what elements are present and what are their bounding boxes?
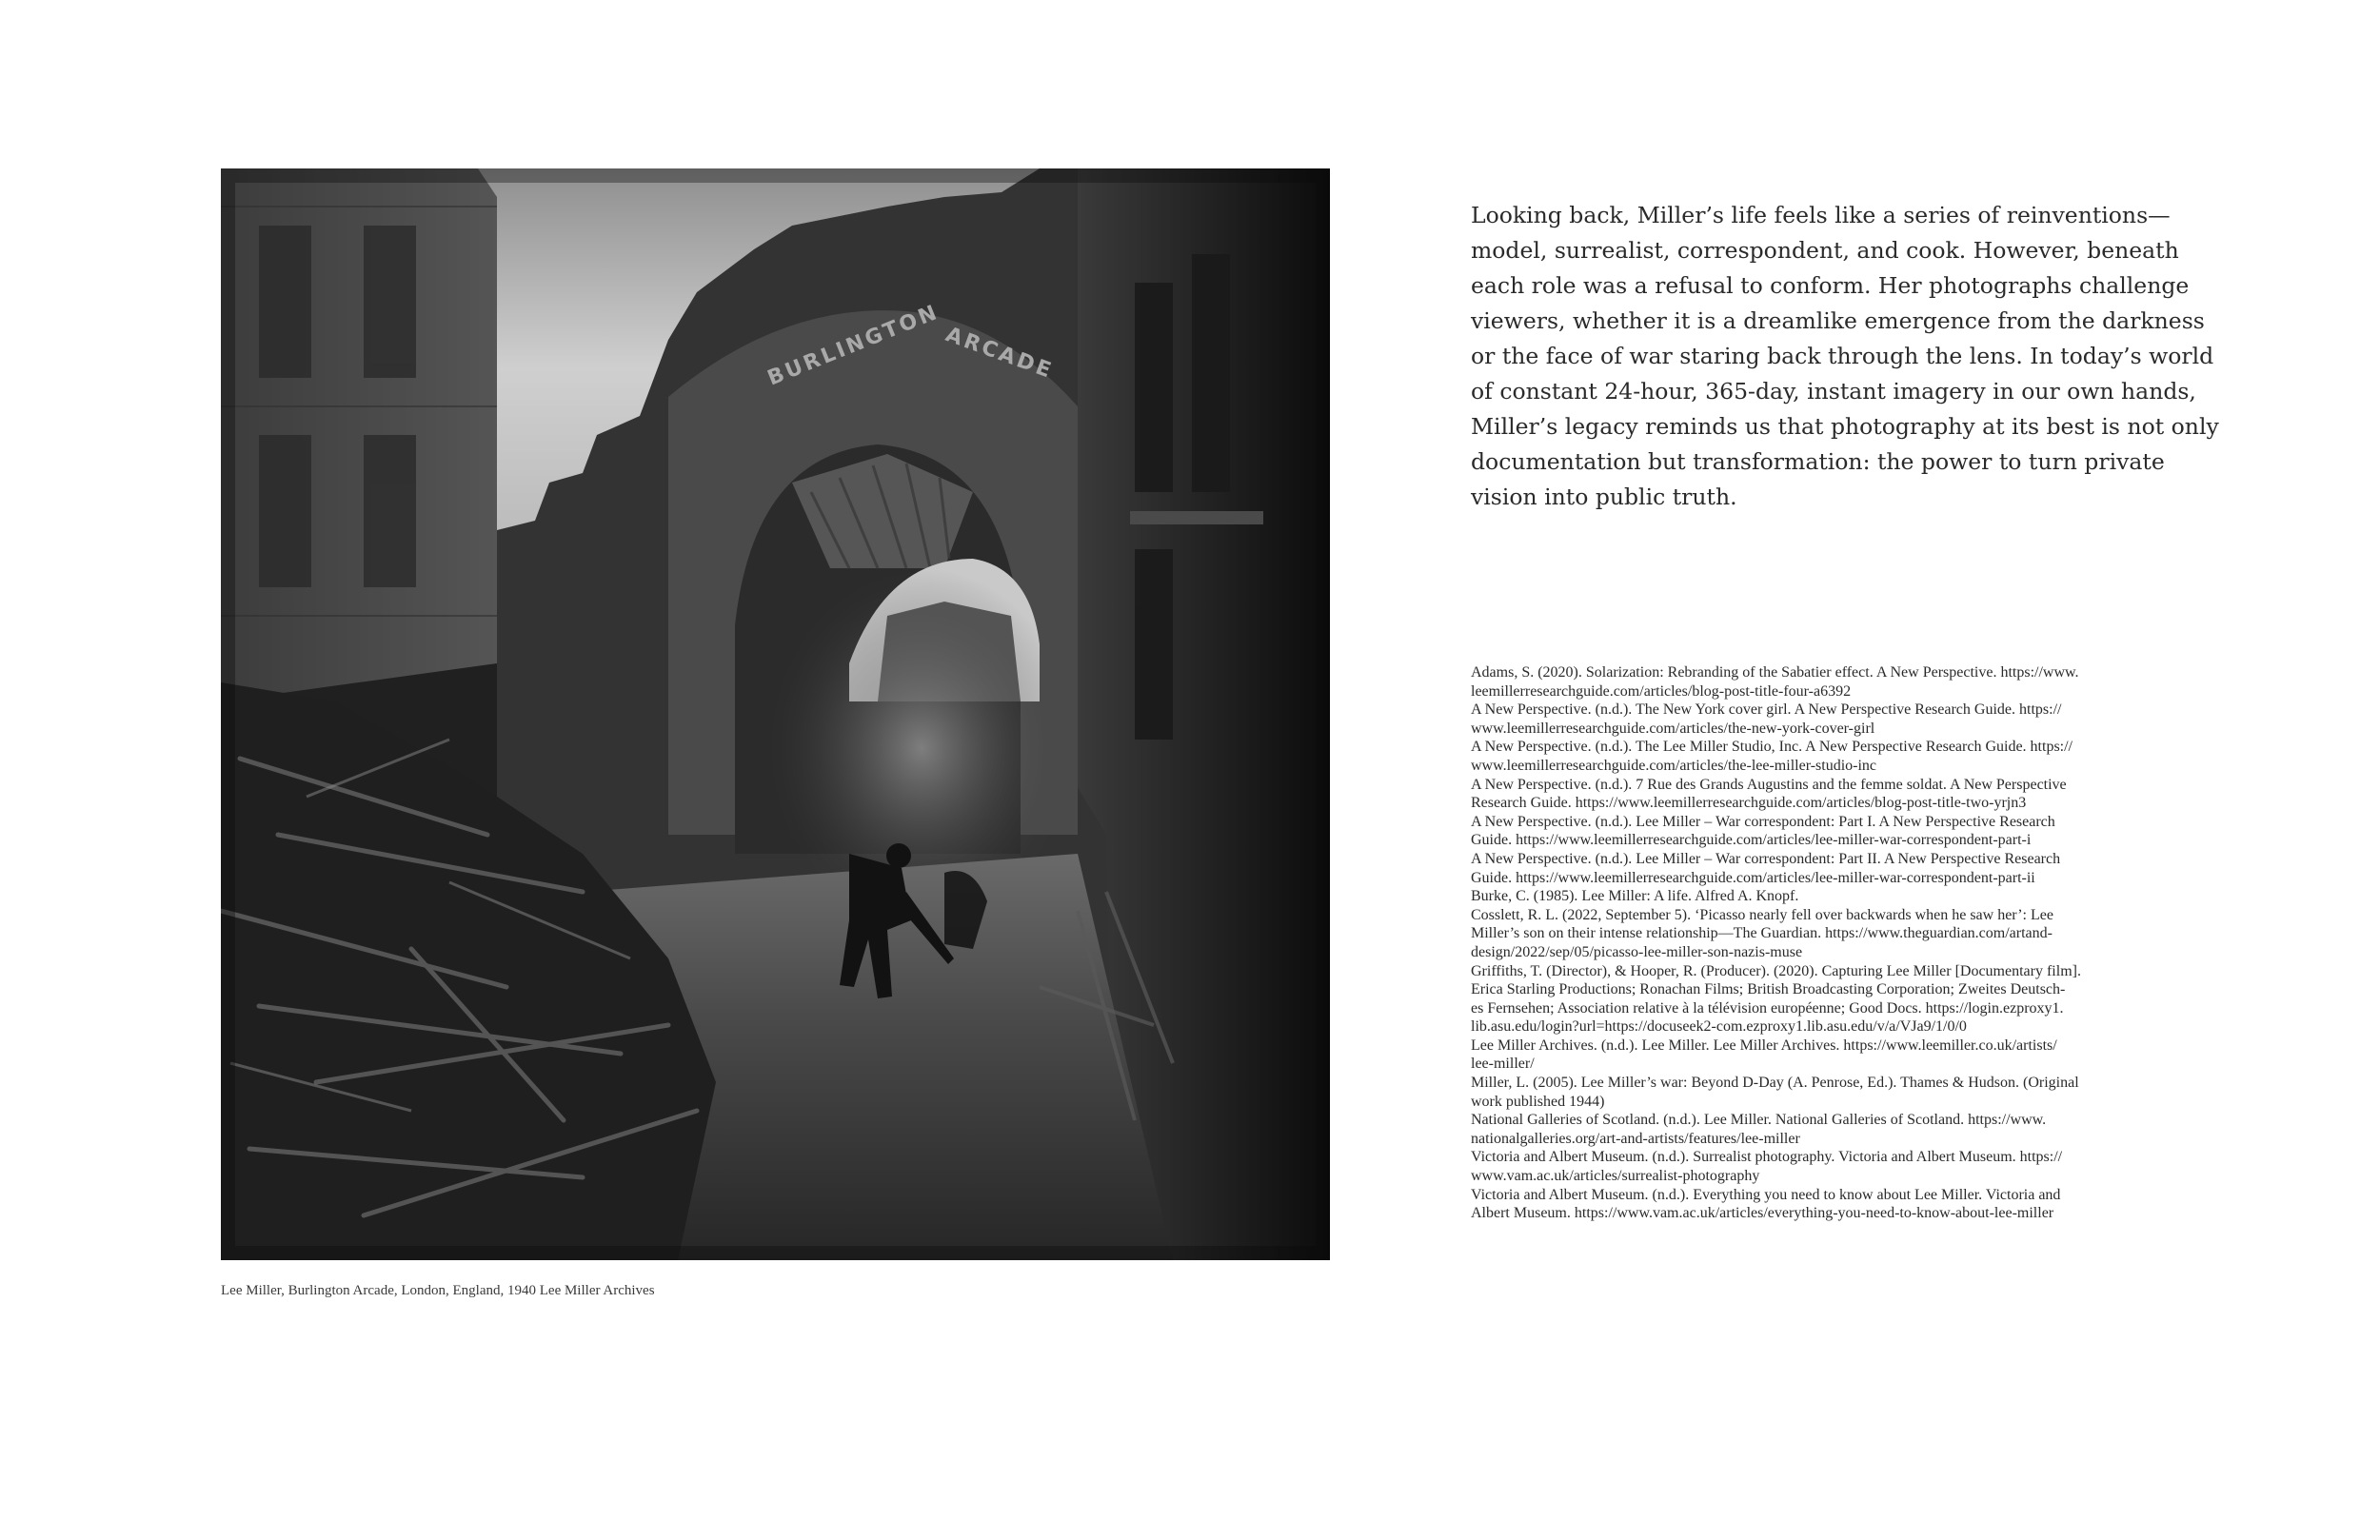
essay-line: viewers, whether it is a dreamlike emergence from the darkness	[1471, 307, 2205, 334]
essay-line: model, surrealist, correspondent, and cook. However, beneath	[1471, 237, 2179, 264]
reference-line: Miller, L. (2005). Lee Miller’s war: Beyond D-Day (A. Penrose, Ed.). Thames & Hudson. (Original	[1471, 1075, 2079, 1092]
essay-line: vision into public truth.	[1471, 484, 1737, 510]
reference-line: nationalgalleries.org/art-and-artists/features/lee-miller	[1471, 1130, 1800, 1147]
reference-line: Guide. https://www.leemillerresearchguide.com/articles/lee-miller-war-correspondent-part-ii	[1471, 869, 2035, 886]
reference-line: Griffiths, T. (Director), & Hooper, R. (Producer). (2020). Capturing Lee Miller [Documentary film].	[1471, 962, 2081, 979]
reference-line: www.leemillerresearchguide.com/articles/the-lee-miller-studio-inc	[1471, 757, 1877, 774]
essay-paragraph	[1471, 198, 2219, 515]
reference-line: work published 1944)	[1471, 1093, 1605, 1110]
reference-line: es Fernsehen; Association relative à la télévision européenne; Good Docs. https://login.ezproxy1.	[1471, 999, 2064, 1017]
reference-line: www.leemillerresearchguide.com/articles/the-new-york-cover-girl	[1471, 720, 1875, 737]
essay-line: Looking back, Miller’s life feels like a series of reinventions—	[1471, 202, 2171, 228]
arch-inscription-right: ARCADE	[942, 323, 1057, 385]
reference-line: Cosslett, R. L. (2022, September 5). ‘Picasso nearly fell over backwards when he saw her’: Lee	[1471, 906, 2053, 923]
references-list	[1471, 663, 2194, 1223]
arch-inscription-left: BURLINGTON	[764, 300, 943, 391]
reference-line: Miller’s son on their intense relationship—The Guardian. https://www.theguardian.com/artand-	[1471, 925, 2053, 942]
reference-line: leemillerresearchguide.com/articles/blog-post-title-four-a6392	[1471, 682, 1852, 700]
reference-line: A New Perspective. (n.d.). 7 Rue des Grands Augustins and the femme soldat. A New Perspective	[1471, 776, 2067, 793]
reference-line: lee-miller/	[1471, 1056, 1535, 1073]
essay-line: documentation but transformation: the power to turn private	[1471, 448, 2165, 475]
reference-line: www.vam.ac.uk/articles/surrealist-photography	[1471, 1168, 1760, 1185]
reference-line: A New Perspective. (n.d.). The New York cover girl. A New Perspective Research Guide. https://	[1471, 701, 2062, 719]
photo-caption: Lee Miller, Burlington Arcade, London, England, 1940 Lee Miller Archives	[221, 1283, 655, 1298]
reference-line: design/2022/sep/05/picasso-lee-miller-son-nazis-muse	[1471, 943, 1803, 960]
reference-line: Guide. https://www.leemillerresearchguide.com/articles/lee-miller-war-correspondent-part-i	[1471, 832, 2032, 849]
reference-line: A New Perspective. (n.d.). Lee Miller – War correspondent: Part I. A New Perspective Research	[1471, 813, 2055, 830]
reference-line: Adams, S. (2020). Solarization: Rebranding of the Sabatier effect. A New Perspective. https://www.	[1471, 664, 2079, 681]
essay-line: each role was a refusal to conform. Her photographs challenge	[1471, 272, 2190, 299]
reference-line: Lee Miller Archives. (n.d.). Lee Miller. Lee Miller Archives. https://www.leemiller.co.uk/artists/	[1471, 1037, 2057, 1054]
essay-line: or the face of war staring back through the lens. In today’s world	[1471, 343, 2214, 369]
reference-line: Victoria and Albert Museum. (n.d.). Everything you need to know about Lee Miller. Victoria and	[1471, 1186, 2061, 1203]
essay-line: Miller’s legacy reminds us that photography at its best is not only	[1471, 413, 2219, 440]
reference-line: National Galleries of Scotland. (n.d.). Lee Miller. National Galleries of Scotland. https://www.	[1471, 1112, 2047, 1129]
reference-line: A New Perspective. (n.d.). Lee Miller – War correspondent: Part II. A New Perspective Research	[1471, 850, 2061, 867]
reference-line: Albert Museum. https://www.vam.ac.uk/articles/everything-you-need-to-know-about-lee-miller	[1471, 1205, 2054, 1222]
essay-line: of constant 24-hour, 365-day, instant imagery in our own hands,	[1471, 378, 2196, 405]
reference-line: A New Perspective. (n.d.). The Lee Miller Studio, Inc. A New Perspective Research Guide. https://	[1471, 739, 2073, 756]
reference-line: lib.asu.edu/login?url=https://docuseek2-com.ezproxy1.lib.asu.edu/v/a/VJa9/1/0/0	[1471, 1018, 1967, 1036]
reference-line: Burke, C. (1985). Lee Miller: A life. Alfred A. Knopf.	[1471, 888, 1799, 905]
reference-line: Research Guide. https://www.leemillerresearchguide.com/articles/blog-post-title-two-yrjn3	[1471, 795, 2027, 812]
photograph-burlington-arcade	[221, 168, 1330, 1260]
reference-line: Victoria and Albert Museum. (n.d.). Surrealist photography. Victoria and Albert Museum. https://	[1471, 1149, 2063, 1166]
reference-line: Erica Starling Productions; Ronachan Films; British Broadcasting Corporation; Zweites Deutsch-	[1471, 981, 2066, 998]
